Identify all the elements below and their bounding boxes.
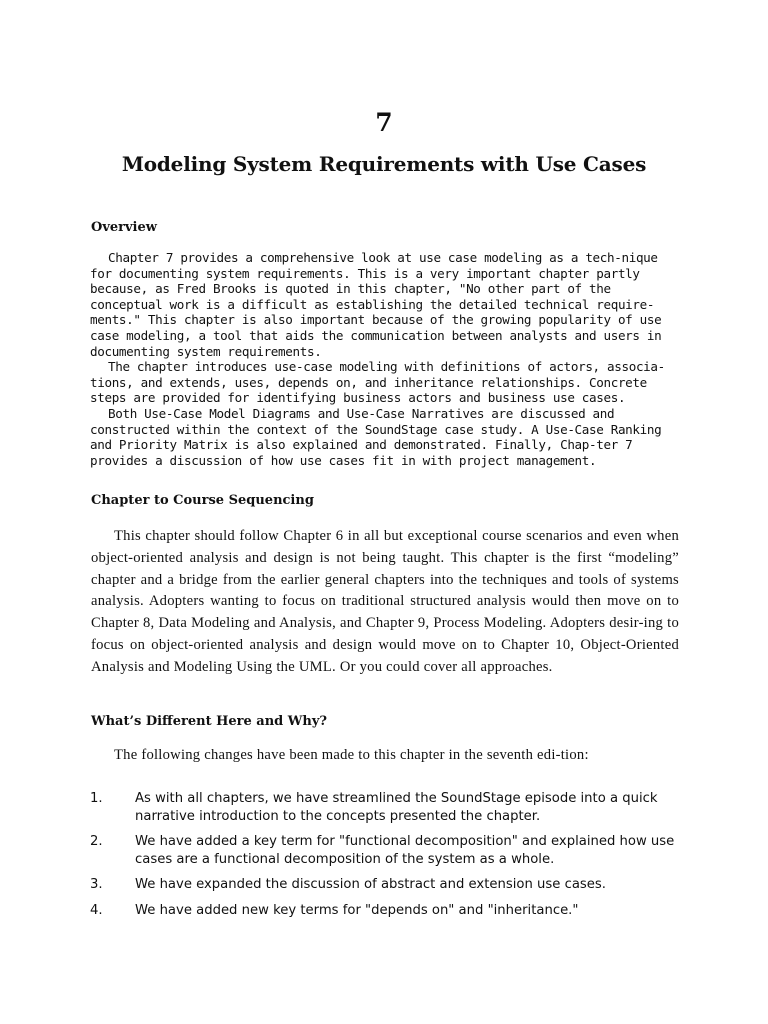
sequencing-section	[91, 526, 679, 679]
sequencing-paragraph: This chapter should follow Chapter 6 in all but exceptional course scenarios and even when object-oriented analysis and design is not being taught. This chapter is the first “modeling” chapter and a bridge from the earlier general chapters into the techniques and tools of systems analysis. Adopters wanting to focus on traditional structured analysis would then move on to Chapter 8, Data Modeling and Analysis, and Chapter 9, Process Modeling. Adopters desir-ing to focus on object-oriented analysis and design would move on to Chapter 10, Object-Oriented Analysis and Modeling Using the UML. Or you could cover all approaches.	[91, 528, 679, 675]
differences-intro: The following changes have been made to this chapter in the seventh edi-tion:	[114, 747, 589, 763]
list-item	[90, 790, 680, 826]
list-item-number: 2.	[90, 834, 103, 850]
list-item-number: 3.	[90, 877, 103, 893]
list-item-text: We have expanded the discussion of abstract and extension use cases.	[135, 877, 606, 893]
overview-paragraph-1: Chapter 7 provides a comprehensive look at use case modeling as a tech-nique for documenting system requirements. This is a very important chapter partly because, as Fred Brooks is quoted in this chapter, "No other part of the conceptual work is a difficult as establishing the detailed technical require-ments." This chapter is also important because of the growing popularity of use case modeling, a tool that aids the communication between analysts and users in documenting system requirements.	[90, 250, 662, 359]
list-item	[90, 902, 680, 920]
chapter-number: 7	[375, 108, 393, 137]
sequencing-heading: Chapter to Course Sequencing	[91, 493, 314, 508]
list-item-text: We have added new key terms for "depends on" and "inheritance."	[135, 902, 579, 918]
list-item	[90, 833, 680, 869]
list-item-text: As with all chapters, we have streamlined the SoundStage episode into a quick narrative introduction to the concepts presented the chapter.	[135, 791, 658, 824]
changes-list	[90, 790, 680, 927]
overview-paragraph-3: Both Use-Case Model Diagrams and Use-Case Narratives are discussed and constructed within the context of the SoundStage case study. A Use-Case Ranking and Priority Matrix is also explained and demonstrated. Finally, Chap-ter 7 provides a discussion of how use cases fit in with project management.	[90, 405, 662, 468]
list-item	[90, 876, 680, 894]
list-item-text: We have added a key term for "functional decomposition" and explained how use cases are a functional decomposition of the system as a whole.	[135, 834, 675, 867]
overview-heading: Overview	[91, 220, 157, 235]
list-item-number: 1.	[90, 791, 103, 806]
overview-paragraph-2: The chapter introduces use-case modeling with definitions of actors, associa-tions, and extends, uses, depends on, and inheritance relationships. Concrete steps are provided for identifying business actors and business use cases.	[90, 359, 665, 406]
differences-heading: What’s Different Here and Why?	[91, 714, 328, 729]
list-item-number: 4.	[90, 902, 103, 918]
overview-section	[90, 250, 680, 468]
differences-intro-section	[91, 745, 679, 767]
chapter-title: Modeling System Requirements with Use Cases	[121, 152, 647, 176]
